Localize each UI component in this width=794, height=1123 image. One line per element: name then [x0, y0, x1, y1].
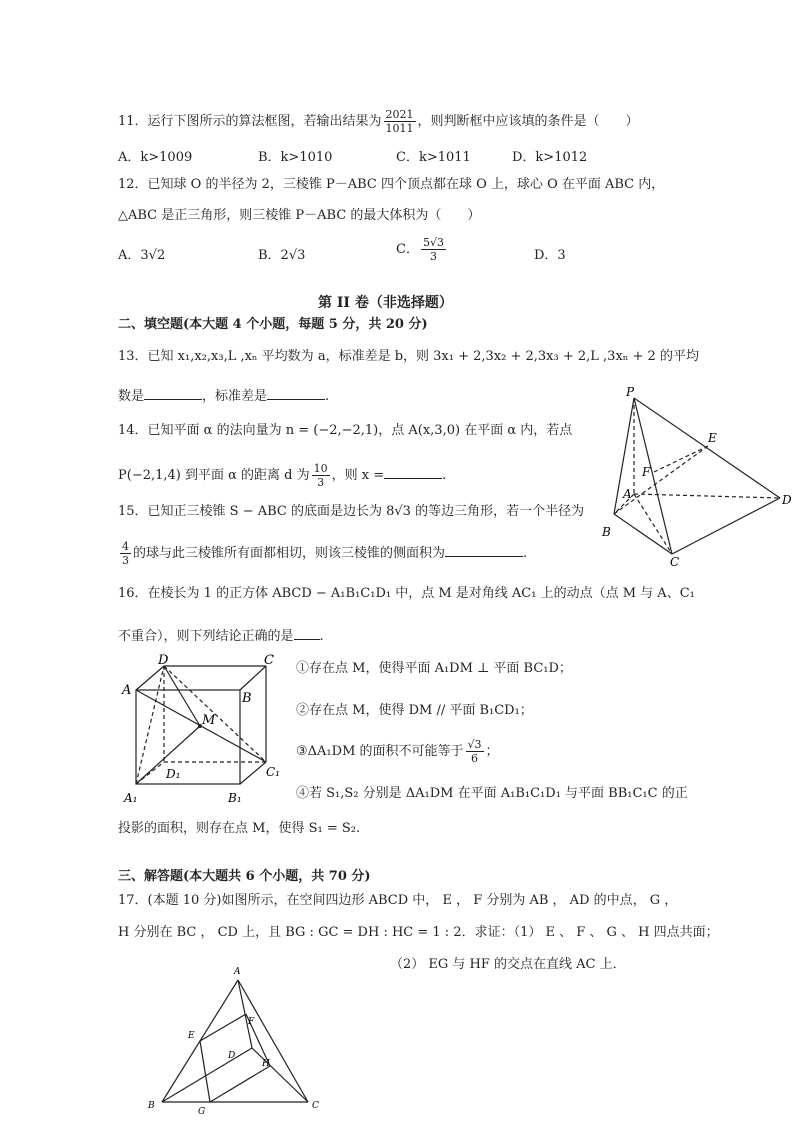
label-g: G [198, 1107, 206, 1117]
label-a: A [623, 487, 632, 501]
q11-stem-after: ，则判断框中应该填的条件是（ ） [417, 114, 639, 129]
edge-dc [252, 1048, 308, 1102]
q14-line2 [118, 462, 446, 489]
label-a1: A₁ [124, 791, 138, 805]
q17-line3: （2） EG 与 HF 的交点在直线 AC 上． [390, 957, 626, 972]
edge-ad [634, 494, 780, 498]
q16-statement-4: ④若 S₁,S₂ 分别是 ΔA₁DM 在平面 A₁B₁C₁D₁ 与平面 BB₁C₁C 的正 [296, 786, 688, 801]
q11-option-d[interactable]: D．k>1012 [512, 150, 588, 165]
q11-option-a[interactable]: A．k>1009 [118, 150, 193, 165]
q14-answer-blank[interactable] [384, 464, 442, 479]
label-p: P [626, 385, 635, 399]
q16-answer-blank[interactable] [294, 625, 320, 640]
q16-text-a: 不重合），则下列结论正确的是 [118, 629, 294, 644]
pyramid-figure [596, 380, 794, 570]
label-f: F [248, 1017, 255, 1027]
q14-text-b: ，则 x = [331, 468, 385, 483]
q16-s3-fraction [466, 738, 484, 765]
q16-line2 [118, 625, 324, 646]
q16-s3-den: 6 [471, 752, 479, 765]
label-f: F [642, 465, 651, 479]
q16-s3-text-a: ③ΔA₁DM 的面积不可能等于 [296, 744, 464, 759]
q12-option-a[interactable]: A．3√2 [118, 248, 166, 263]
edge-ac [238, 980, 308, 1102]
q13-text-c: . [325, 389, 330, 404]
q16-text-b: . [319, 629, 324, 644]
label-d1: D₁ [166, 767, 181, 781]
q15-frac-num: 4 [122, 540, 129, 553]
part2-title: 第 II 卷（非选择题） [318, 295, 453, 311]
label-e: E [708, 431, 717, 445]
label-b1: B₁ [228, 791, 242, 805]
q11-stem [118, 108, 639, 135]
edge-cd [672, 498, 780, 554]
edge-bc [240, 666, 266, 690]
label-d: D [228, 1051, 236, 1061]
cube-figure [118, 652, 290, 810]
q16-statement-4-cont: 投影的面积，则存在点 M，使得 S₁ = S₂. [118, 821, 361, 836]
q16-statement-1: ①存在点 M，使得平面 A₁DM ⊥ 平面 BC₁D； [296, 661, 572, 676]
q14-frac-num: 10 [313, 462, 328, 475]
edge-fe [654, 446, 708, 472]
q13-stddev-blank[interactable] [267, 385, 325, 400]
edge-b1c1 [240, 762, 266, 784]
q15-frac-den: 3 [122, 554, 129, 567]
q11-frac-den: 1011 [385, 122, 414, 135]
line-dm [164, 666, 200, 726]
label-c: C [670, 555, 680, 569]
q13-mean-blank[interactable] [144, 385, 202, 400]
q14-line1: 14．已知平面 α 的法向量为 n = (−2,−2,1)，点 A(x,3,0) 在平面 α 内，若点 [118, 423, 573, 438]
label-d: D [782, 493, 792, 507]
q14-text-c: . [442, 468, 447, 483]
q16-statement-2: ②存在点 M，使得 DM // 平面 B₁CD₁； [296, 703, 533, 718]
edge-ac [634, 494, 672, 554]
edge-ad [136, 666, 164, 690]
q12-line1: 12．已知球 O 的半径为 2，三棱锥 P－ABC 四个顶点都在球 O 上，球心 O 在平面 ABC 内， [118, 177, 665, 192]
q11-fraction [384, 108, 416, 135]
q16-s3-num: √3 [467, 738, 482, 751]
q15-line2 [118, 540, 527, 567]
q15-text-a: 的球与此三棱锥所有面都相切，则该三棱锥的侧面积为 [133, 546, 446, 561]
segment-eg [200, 1041, 210, 1102]
q12-option-c[interactable] [396, 236, 448, 263]
q11-frac-num: 2021 [385, 108, 414, 121]
q12-line2: △ABC 是正三角形，则三棱锥 P－ABC 的最大体积为（ ） [118, 208, 481, 223]
part2-section-heading: 二、填空题(本大题 4 个小题，每题 5 分，共 20 分) [118, 317, 428, 332]
edge-be [614, 446, 708, 514]
q11-stem-before: 11．运行下图所示的算法框图，若输出结果为 [118, 114, 382, 129]
q12-option-c-fraction [421, 236, 446, 263]
q13-line2 [118, 385, 329, 406]
segment-ef [200, 1014, 246, 1041]
q14-text-a: P(−2,1,4) 到平面 α 的距离 d 为 [118, 468, 310, 483]
q15-line1: 15．已知正三棱锥 S − ABC 的底面是边长为 8√3 的等边三角形，若一个半径为 [118, 504, 585, 519]
q15-fraction [120, 540, 131, 567]
label-c: C [264, 653, 274, 668]
label-d: D [158, 653, 169, 668]
q16-statement-3 [296, 738, 499, 765]
q15-text-b: . [523, 546, 528, 561]
label-a: A [122, 683, 132, 698]
segment-gh [210, 1066, 270, 1102]
q13-text-a: 数是 [118, 389, 145, 404]
label-c1: C₁ [266, 765, 280, 779]
tetrahedron-figure [140, 962, 336, 1118]
q12-option-c-label: C． [396, 242, 419, 257]
q15-answer-blank[interactable] [445, 542, 523, 557]
label-e: E [188, 1031, 195, 1041]
label-a: A [234, 967, 241, 977]
q12-option-d[interactable]: D．3 [534, 248, 566, 263]
label-h: H [262, 1059, 270, 1069]
q16-s3-text-b: ； [485, 744, 499, 759]
q17-line2: H 分别在 BC ， CD 上，且 BG : GC = DH : HC = 1 : 2．求证：（1） E 、 F 、 G 、 H 四点共面； [118, 925, 719, 940]
q14-fraction [312, 462, 330, 489]
q13-text-b: ，标准差是 [202, 389, 268, 404]
q13-line1: 13．已知 x₁,x₂,x₃,L ,xₙ 平均数为 a，标准差是 b，则 3x₁ + 2,3x₂ + 2,3x₃ + 2,L ,3xₙ + 2 的平均 [118, 349, 699, 364]
part3-section-heading: 三、解答题(本大题共 6 个小题，共 70 分) [118, 869, 371, 884]
label-b: B [602, 525, 611, 539]
q11-option-c[interactable]: C．k>1011 [396, 150, 471, 165]
q11-option-b[interactable]: B．k>1010 [258, 150, 333, 165]
q16-line1: 16．在棱长为 1 的正方体 ABCD − A₁B₁C₁D₁ 中，点 M 是对角线 AC₁ 上的动点（点 M 与 A、C₁ [118, 586, 695, 601]
q12-option-b[interactable]: B．2√3 [258, 248, 306, 263]
q14-frac-den: 3 [317, 476, 325, 489]
label-b: B [242, 691, 252, 706]
edge-bd [162, 1048, 252, 1102]
label-b: B [148, 1101, 155, 1111]
label-c: C [312, 1101, 319, 1111]
label-m: M [202, 713, 216, 728]
q12-c-num: 5√3 [422, 236, 444, 249]
line-a1d [136, 666, 164, 784]
q17-line1: 17．(本题 10 分)如图所示，在空间四边形 ABCD 中， E ， F 分别为 AB ， AD 的中点， G ， [118, 893, 678, 908]
q12-c-den: 3 [429, 250, 437, 263]
